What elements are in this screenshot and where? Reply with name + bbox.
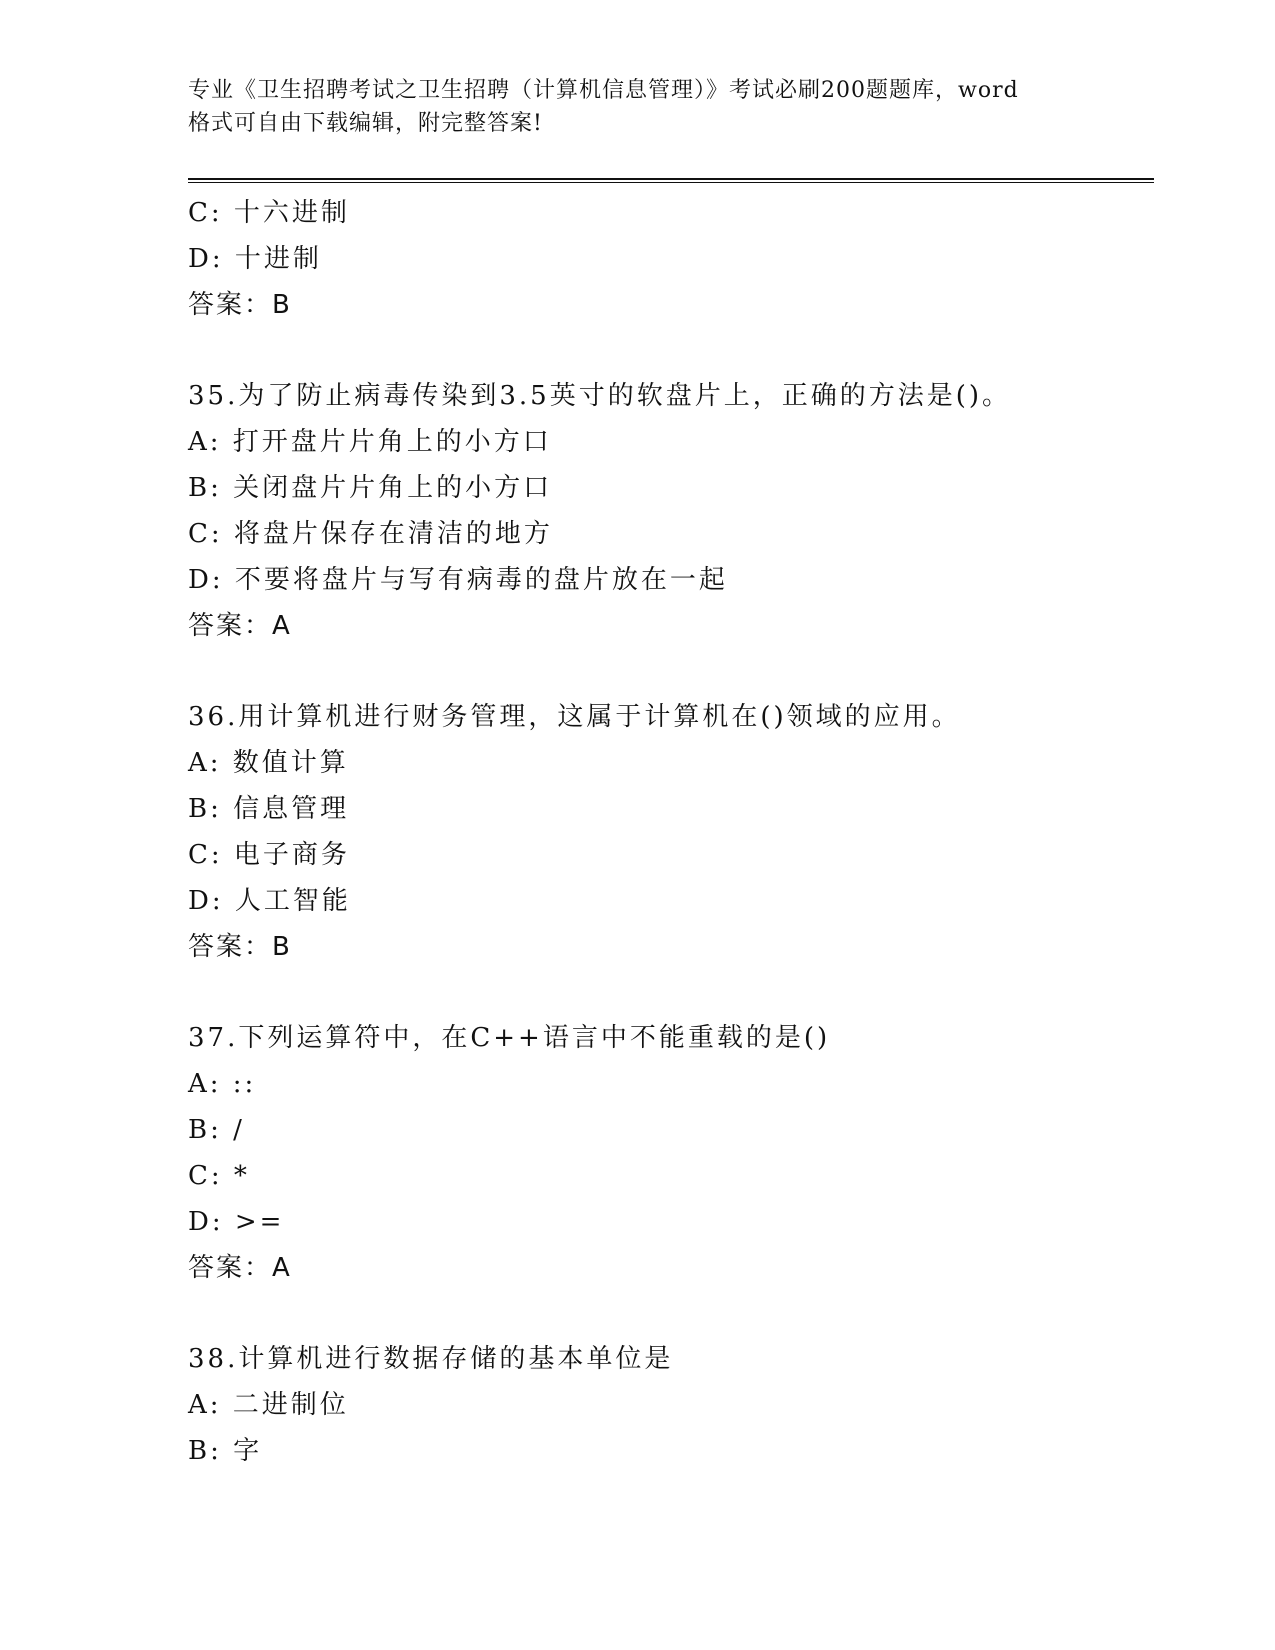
question-34-partial (188, 190, 1154, 328)
answer-line: 答案：A (188, 1253, 292, 1283)
option-a: A: 二进制位 (188, 1390, 349, 1420)
header-divider (188, 178, 1154, 184)
header-line-1: 专业《卫生招聘考试之卫生招聘（计算机信息管理）》考试必刷200题题库，word (188, 78, 1019, 103)
option-d: D: 十进制 (188, 244, 322, 274)
spacer (188, 649, 1154, 694)
spacer (188, 970, 1154, 1015)
answer-line: 答案：A (188, 611, 292, 641)
option-d: D: >= (188, 1207, 285, 1237)
question-36 (188, 694, 1154, 970)
option-c: C: * (188, 1161, 250, 1191)
spacer (188, 328, 1154, 373)
option-d: D: 人工智能 (188, 886, 351, 916)
option-a: A: 数值计算 (188, 748, 349, 778)
question-list (188, 190, 1154, 1474)
option-c: C: 将盘片保存在清洁的地方 (188, 519, 553, 549)
answer-line: 答案：B (188, 932, 292, 962)
option-b: B: / (188, 1115, 245, 1145)
spacer (188, 1291, 1154, 1336)
question-text: 35.为了防止病毒传染到3.5英寸的软盘片上，正确的方法是()。 (188, 381, 1011, 411)
divider-thick-line (188, 178, 1154, 180)
question-text: 37.下列运算符中，在C++语言中不能重载的是() (188, 1023, 831, 1053)
option-b: B: 信息管理 (188, 794, 350, 824)
header-line-2: 格式可自由下载编辑，附完整答案! (188, 111, 543, 136)
question-35 (188, 373, 1154, 649)
question-text: 38.计算机进行数据存储的基本单位是 (188, 1344, 674, 1374)
document-header (188, 74, 1088, 140)
answer-line: 答案：B (188, 290, 292, 320)
divider-thin-line (188, 182, 1154, 183)
question-37 (188, 1015, 1154, 1291)
option-a: A: 打开盘片片角上的小方口 (188, 427, 552, 457)
option-d: D: 不要将盘片与写有病毒的盘片放在一起 (188, 565, 728, 595)
question-text: 36.用计算机进行财务管理，这属于计算机在()领域的应用。 (188, 702, 961, 732)
question-38 (188, 1336, 1154, 1474)
option-c: C: 十六进制 (188, 198, 350, 228)
option-a: A: :: (188, 1069, 257, 1099)
option-b: B: 字 (188, 1436, 263, 1466)
option-c: C: 电子商务 (188, 840, 350, 870)
option-b: B: 关闭盘片片角上的小方口 (188, 473, 553, 503)
